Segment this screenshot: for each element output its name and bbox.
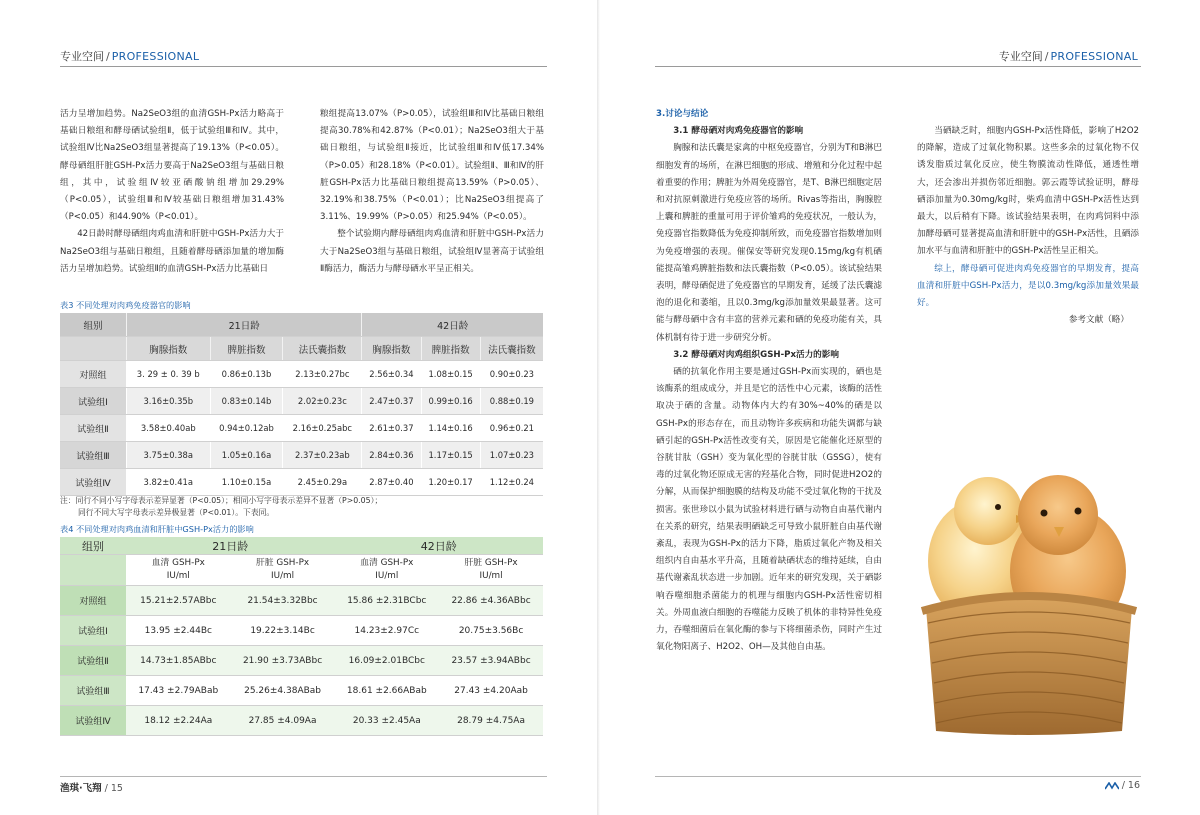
header-unit: IU/ml xyxy=(166,571,190,581)
chicks-illustration xyxy=(918,443,1139,735)
table4 xyxy=(60,537,543,736)
table-cell: 14.23±2.97Cc xyxy=(334,616,439,646)
paragraph: 活力呈增加趋势。Na2SeO3组的血清GSH-Px活力略高于基础日粮组和酵母硒试验组Ⅱ，低于试验组Ⅲ和Ⅳ。其中，试验组Ⅳ比Na2SeO3组显著提高了19.13%（P<0.05）。酵母硒组肝脏GSH-Px活力要高于Na2SeO3组与基础日粮组，其中，试验组Ⅳ较亚硒酸钠组增加29.29%（P<0.05），试验组Ⅲ和Ⅳ较基础日粮组增加31.43%（P<0.05）和44.90%（P<0.01）。 xyxy=(60,109,284,223)
table-cell: 0.86±0.13b xyxy=(210,361,283,388)
table-cell: 20.75±3.56Bc xyxy=(439,616,543,646)
table-header-cell: 法氏囊指数 xyxy=(283,337,362,361)
left-header xyxy=(60,48,199,64)
header-title-en: PROFESSIONAL xyxy=(111,50,200,63)
left-text-column-1 xyxy=(60,106,284,278)
table-cell: 0.88±0.19 xyxy=(480,388,543,415)
right-text-column-2 xyxy=(917,123,1139,329)
table-header-cell: 42日龄 xyxy=(362,313,543,337)
header-title-cn: 专业空间 xyxy=(998,50,1043,63)
table-cell: 13.95 ±2.44Bc xyxy=(126,616,231,646)
table-row xyxy=(60,616,543,646)
table-header-cell: 胸腺指数 xyxy=(362,337,421,361)
header-slash: / xyxy=(106,50,110,63)
table-cell: 试验组Ⅱ xyxy=(60,646,126,676)
table-header-row xyxy=(60,537,543,555)
subsection-heading: 3.1 酵母硒对肉鸡免疫器官的影响 xyxy=(673,126,804,137)
table-cell: 1.17±0.15 xyxy=(421,442,480,469)
table-row xyxy=(60,361,543,388)
table-cell: 21.90 ±3.73ABbc xyxy=(231,646,335,676)
table-row xyxy=(60,586,543,616)
table-cell: 16.09±2.01BCbc xyxy=(334,646,439,676)
table-cell: 2.02±0.23c xyxy=(283,388,362,415)
header-line: 肝脏 GSH-Px xyxy=(464,558,518,568)
table-cell: 2.61±0.37 xyxy=(362,415,421,442)
table-cell: 2.84±0.36 xyxy=(362,442,421,469)
table-cell: 18.61 ±2.66ABab xyxy=(334,676,439,706)
table-header-cell: 脾脏指数 xyxy=(210,337,283,361)
table-cell: 1.07±0.23 xyxy=(480,442,543,469)
right-page xyxy=(600,0,1200,815)
footer-logo-icon xyxy=(1105,782,1119,790)
table-cell: 对照组 xyxy=(60,586,126,616)
table4-caption: 表4 不同处理对肉鸡血清和肝脏中GSH-Px活力的影响 xyxy=(60,524,254,534)
table-header-cell xyxy=(334,555,439,586)
table-cell: 3.75±0.38a xyxy=(127,442,211,469)
paragraph: 胸腺和法氏囊是家禽的中枢免疫器官，分别为T和B淋巴细胞发育的场所，在淋巴细胞的形成、增殖和分化过程中起着重要的作用；脾脏为外周免疫器官，是T、B淋巴细胞定居和对抗原刺激进行免疫应答的场所。Rivas等指出，胸腺腔上囊和脾脏的重量可用于评价雏鸡的免疫状况，一般认为，免疫器官指数降低为免疫抑制所致，而免疫器官指数增加则为免疫增强的表现。催保安等研究发现0.15mg/kg有机硒能提高雏鸡脾脏指数和法氏囊指数（P<0.05）。该试验结果表明，酵母硒促进了免疫器官的早期发育，延缓了法氏囊滤泡的退化和萎缩，且以0.3mg/kg添加量效果最显著。这可能与酵母硒中含有丰富的营养元素和硒的免疫功能有关，具体机制有待于进一步研究分析。 xyxy=(656,143,882,343)
table-cell: 1.05±0.16a xyxy=(210,442,283,469)
table-cell: 0.99±0.16 xyxy=(421,388,480,415)
table-cell: 18.12 ±2.24Aa xyxy=(126,706,231,736)
header-title-en: PROFESSIONAL xyxy=(1050,50,1138,63)
table-header-cell xyxy=(439,555,543,586)
header-unit: IU/ml xyxy=(271,571,295,581)
table-header-row xyxy=(60,313,543,337)
paragraph: 当硒缺乏时，细胞内GSH-Px活性降低，影响了H2O2的降解，造成了过氧化物积累。这些多余的过氧化物不仅诱发脂质过氧化反应，使生物膜流动性降低，通透性增大，还会渗出并损伤邻近细胞。郭云霞等试验证明，酵母硒添加量为0.30mg/kg时，柴鸡血清中GSH-Px活性达到最大，以后稍有下降。该试验结果表明，在肉鸡饲料中添加酵母硒可显著提高血清和肝脏中的GSH-Px活性，且硒添加水平与血清和肝脏中的GSH-Px活性呈正相关。 xyxy=(917,126,1139,257)
table-row xyxy=(60,442,543,469)
table-header-cell: 组别 xyxy=(60,537,126,555)
right-footer xyxy=(1105,780,1140,791)
table-cell: 2.45±0.29a xyxy=(283,469,362,496)
table3 xyxy=(60,313,543,496)
table-cell: 3. 29 ± 0. 39 b xyxy=(127,361,211,388)
table-note: 同行不同大写字母表示差异极显著（P<0.01）。下表同。 xyxy=(78,508,275,517)
header-line: 血清 GSH-Px xyxy=(151,558,205,568)
footer-rule xyxy=(655,776,1141,777)
paragraph: 42日龄时酵母硒组肉鸡血清和肝脏中GSH-Px活力大于Na2SeO3组与基础日粮组，且随着酵母硒添加量的增加酶活力呈增加趋势。试验组Ⅱ的血清GSH-Px活力比基础日 xyxy=(60,229,284,274)
header-rule xyxy=(60,66,547,67)
table-cell: 试验组Ⅰ xyxy=(60,388,127,415)
table-cell: 21.54±3.32Bbc xyxy=(231,586,335,616)
table3-caption: 表3 不同处理对肉鸡免疫器官的影响 xyxy=(60,300,191,310)
table-cell: 2.56±0.34 xyxy=(362,361,421,388)
table-cell: 14.73±1.85ABbc xyxy=(126,646,231,676)
table-cell: 1.10±0.15a xyxy=(210,469,283,496)
table-cell: 17.43 ±2.79ABab xyxy=(126,676,231,706)
table-cell: 3.58±0.40ab xyxy=(127,415,211,442)
chicks-in-basket-photo xyxy=(918,443,1139,735)
table-cell: 22.86 ±4.36ABbc xyxy=(439,586,543,616)
header-unit: IU/ml xyxy=(479,571,503,581)
table-header-cell: 21日龄 xyxy=(127,313,362,337)
table-cell: 27.85 ±4.09Aa xyxy=(231,706,335,736)
table-header-row xyxy=(60,337,543,361)
header-unit: IU/ml xyxy=(375,571,399,581)
table-row xyxy=(60,469,543,496)
right-header xyxy=(999,48,1138,64)
right-text-column-1 xyxy=(656,106,882,657)
left-text-column-2 xyxy=(320,106,544,278)
table-header-cell xyxy=(60,337,127,361)
table-row xyxy=(60,646,543,676)
header-line: 血清 GSH-Px xyxy=(360,558,414,568)
table-cell: 19.22±3.14Bc xyxy=(231,616,335,646)
table-cell: 试验组Ⅱ xyxy=(60,415,127,442)
table-cell: 2.37±0.23ab xyxy=(283,442,362,469)
table-note: 注：同行不同小写字母表示差异显著（P<0.05）；相同小写字母表示差异不显著（P>0.05）； xyxy=(60,496,383,505)
table-cell: 0.96±0.21 xyxy=(480,415,543,442)
table-cell: 试验组Ⅰ xyxy=(60,616,126,646)
table-cell: 1.14±0.16 xyxy=(421,415,480,442)
table-cell: 试验组Ⅳ xyxy=(60,469,127,496)
table-cell: 0.94±0.12ab xyxy=(210,415,283,442)
table-cell: 28.79 ±4.75Aa xyxy=(439,706,543,736)
table-cell: 2.16±0.25abc xyxy=(283,415,362,442)
table-cell: 23.57 ±3.94ABbc xyxy=(439,646,543,676)
table-header-cell: 脾脏指数 xyxy=(421,337,480,361)
table-header-cell: 21日龄 xyxy=(126,537,334,555)
table-header-cell: 胸腺指数 xyxy=(127,337,211,361)
table-cell: 15.21±2.57ABbc xyxy=(126,586,231,616)
table-cell: 20.33 ±2.45Aa xyxy=(334,706,439,736)
paragraph: 粮组提高13.07%（P>0.05），试验组Ⅲ和Ⅳ比基础日粮组提高30.78%和42.87%（P<0.01）；Na2SeO3组大于基础日粮组，与试验组Ⅱ接近，比试验组Ⅲ和Ⅳ低17.34%（P>0.05）和28.18%（P<0.01）。试验组Ⅱ、Ⅲ和Ⅳ的肝脏GSH-Px活力比基础日粮组提高13.59%（P>0.05）、32.19%和38.75%（P<0.01）；比Na2SeO3组提高了3.11%、19.99%（P>0.05）和25.94%（P<0.05）。 xyxy=(320,109,544,223)
table-cell: 1.08±0.15 xyxy=(421,361,480,388)
table-header-cell: 42日龄 xyxy=(334,537,543,555)
left-footer xyxy=(60,780,123,794)
table-cell: 试验组Ⅳ xyxy=(60,706,126,736)
table-row xyxy=(60,415,543,442)
table-header-cell: 组别 xyxy=(60,313,127,337)
page-number: / 15 xyxy=(104,783,123,794)
header-rule xyxy=(655,66,1141,67)
header-title-cn: 专业空间 xyxy=(60,50,104,63)
table-cell: 0.90±0.23 xyxy=(480,361,543,388)
table-header-cell xyxy=(60,555,126,586)
table-cell: 3.16±0.35b xyxy=(127,388,211,415)
header-line: 肝脏 GSH-Px xyxy=(256,558,310,568)
subsection-heading: 3.2 酵母硒对肉鸡组织GSH-Px活力的影响 xyxy=(673,349,839,360)
table-cell: 15.86 ±2.31BCbc xyxy=(334,586,439,616)
table-header-row xyxy=(60,555,543,586)
table-header-cell: 法氏囊指数 xyxy=(480,337,543,361)
table-row xyxy=(60,706,543,736)
references-note: 参考文献（略） xyxy=(1068,315,1129,326)
header-slash: / xyxy=(1044,50,1049,63)
paragraph: 硒的抗氧化作用主要是通过GSH-Px而实现的，硒也是该酶系的组成成分，并且是它的活性中心元素，该酶的活性取决于硒的含量。动物体内大约有30%~40%的硒是以GSH-Px的形态存在，而且动物许多疾病和功能失调都与缺硒引起的GSH-Px活性改变有关，原因是它能催化还原型的谷胱甘肽（GSH）变为氧化型的谷胱甘肽（GSSG），使有毒的过氧化物还原成无害的羟基化合物，同时促进H2O2的分解，从而保护细胞膜的结构及功能不受过氧化物的干扰及损害。张世珍以小鼠为试验材料进行硒与动物自由基代谢内在关系的研究，结果表明硒缺乏可导致小鼠肝脏自由基代谢紊乱，表现为GSH-Px的活力下降，脂质过氧化产物及相关组织内自由基水平升高，且随着缺硒状态的维持延续，自由基代谢紊乱状态进一步加剧。近年来的研究发现，关于硒影响吞噬细胞杀菌能力的机理与细胞内GSH-Px活性密切相关。外周血液白细胞的吞噬能力反映了机体的非特异性免疫力，吞噬细菌后在氧化酶的参与下将细菌杀伤，同时产生过氧化物阳离子、H2O2、OH—及其他自由基。 xyxy=(656,367,882,653)
table-cell: 0.83±0.14b xyxy=(210,388,283,415)
table-cell: 对照组 xyxy=(60,361,127,388)
footer-rule xyxy=(60,776,547,777)
table-cell: 2.47±0.37 xyxy=(362,388,421,415)
table-header-cell xyxy=(231,555,335,586)
table-cell: 3.82±0.41a xyxy=(127,469,211,496)
table-cell: 试验组Ⅲ xyxy=(60,676,126,706)
table-cell: 2.87±0.40 xyxy=(362,469,421,496)
page-number: / 16 xyxy=(1121,780,1140,791)
table-cell: 1.20±0.17 xyxy=(421,469,480,496)
table-header-cell xyxy=(126,555,231,586)
table-cell: 27.43 ±4.20Aab xyxy=(439,676,543,706)
table-row xyxy=(60,388,543,415)
table-row xyxy=(60,676,543,706)
conclusion-paragraph: 综上，酵母硒可促进肉鸡免疫器官的早期发育，提高血清和肝脏中GSH-Px活力，是以0.3mg/kg添加量效果最好。 xyxy=(917,263,1139,309)
section-heading: 3.讨论与结论 xyxy=(656,109,709,119)
table-cell: 试验组Ⅲ xyxy=(60,442,127,469)
footer-brand: 渔琪·飞翔 xyxy=(60,783,102,794)
table-cell: 1.12±0.24 xyxy=(480,469,543,496)
paragraph: 整个试验期内酵母硒组肉鸡血清和肝脏中GSH-Px活力大于Na2SeO3组与基础日粮组，试验组Ⅳ显著高于试验组Ⅱ酶活力，酶活力与酵母硒水平呈正相关。 xyxy=(320,229,544,274)
table-cell: 2.13±0.27bc xyxy=(283,361,362,388)
table-cell: 25.26±4.38ABab xyxy=(231,676,335,706)
